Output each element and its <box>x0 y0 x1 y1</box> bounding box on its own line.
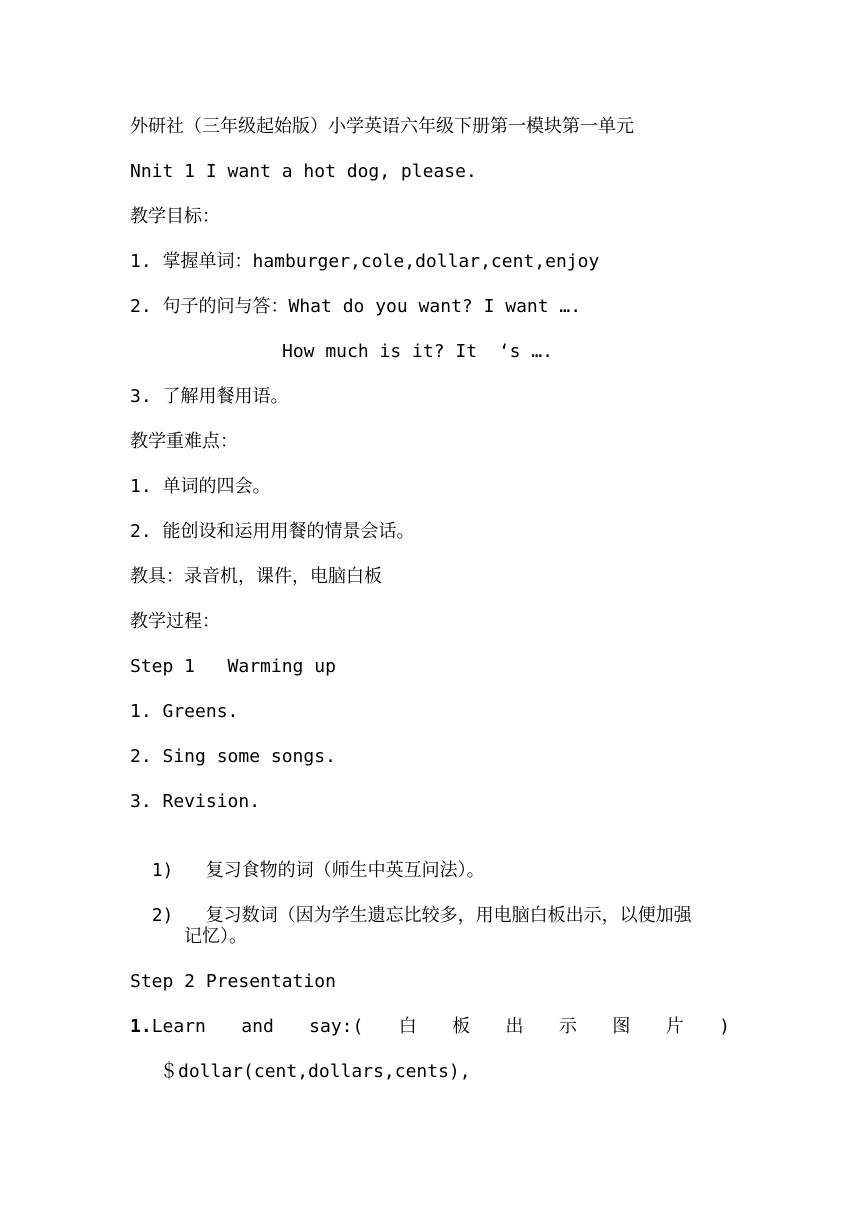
step1-sub-item <box>130 835 485 883</box>
teaching-tools: 教具：录音机，课件，电脑白板 <box>130 566 382 587</box>
objective-item: 2. 句子的问与答：What do you want? I want …. <box>130 296 582 317</box>
sub-item-number: 2) <box>151 905 174 926</box>
word: 白 <box>398 1016 417 1037</box>
step1-sub-item <box>130 880 692 928</box>
step1-item: 1. Greens. <box>130 701 239 722</box>
document-title: 外研社（三年级起始版）小学英语六年级下册第一模块第一单元 <box>130 116 634 137</box>
word: 图 <box>612 1016 631 1037</box>
sub-item-number: 1) <box>151 860 174 881</box>
word: and <box>241 1016 274 1037</box>
objective-item-continued: How much is it? It ‘s …. <box>282 341 553 362</box>
step2-item <box>130 1015 730 1039</box>
key-point-item: 1. 单词的四会。 <box>130 476 271 497</box>
step1-item: 2. Sing some songs. <box>130 746 336 767</box>
step2-item-continued: ＄dollar(cent,dollars,cents), <box>160 1061 471 1082</box>
objective-item: 3. 了解用餐用语。 <box>130 386 289 407</box>
key-points-heading: 教学重难点： <box>130 431 238 452</box>
unit-title: Nnit 1 I want a hot dog, please. <box>130 161 477 182</box>
word: ) <box>719 1016 730 1037</box>
sub-item-continued: 记忆）。 <box>184 926 247 947</box>
word: Learn <box>151 1016 206 1037</box>
sub-item-text: 复习数词（因为学生遗忘比较多，用电脑白板出示，以便加强 <box>205 905 692 926</box>
word: say:( <box>309 1016 364 1037</box>
step2-title: Step 2 Presentation <box>130 971 336 992</box>
key-point-item: 2. 能创设和运用用餐的情景会话。 <box>130 521 415 542</box>
objective-item: 1. 掌握单词：hamburger,cole,dollar,cent,enjoy <box>130 251 600 272</box>
sub-item-text: 复习食物的词（师生中英互问法）。 <box>205 860 485 881</box>
objectives-heading: 教学目标： <box>130 206 220 227</box>
step1-title: Step 1 Warming up <box>130 656 336 677</box>
word: 示 <box>558 1016 577 1037</box>
word: 片 <box>665 1016 684 1037</box>
word: 板 <box>452 1016 471 1037</box>
step2-item-words <box>130 1015 730 1039</box>
item-number: 1. <box>130 1016 152 1037</box>
word: 出 <box>505 1016 524 1037</box>
step1-item: 3. Revision. <box>130 791 261 812</box>
process-heading: 教学过程： <box>130 611 220 632</box>
